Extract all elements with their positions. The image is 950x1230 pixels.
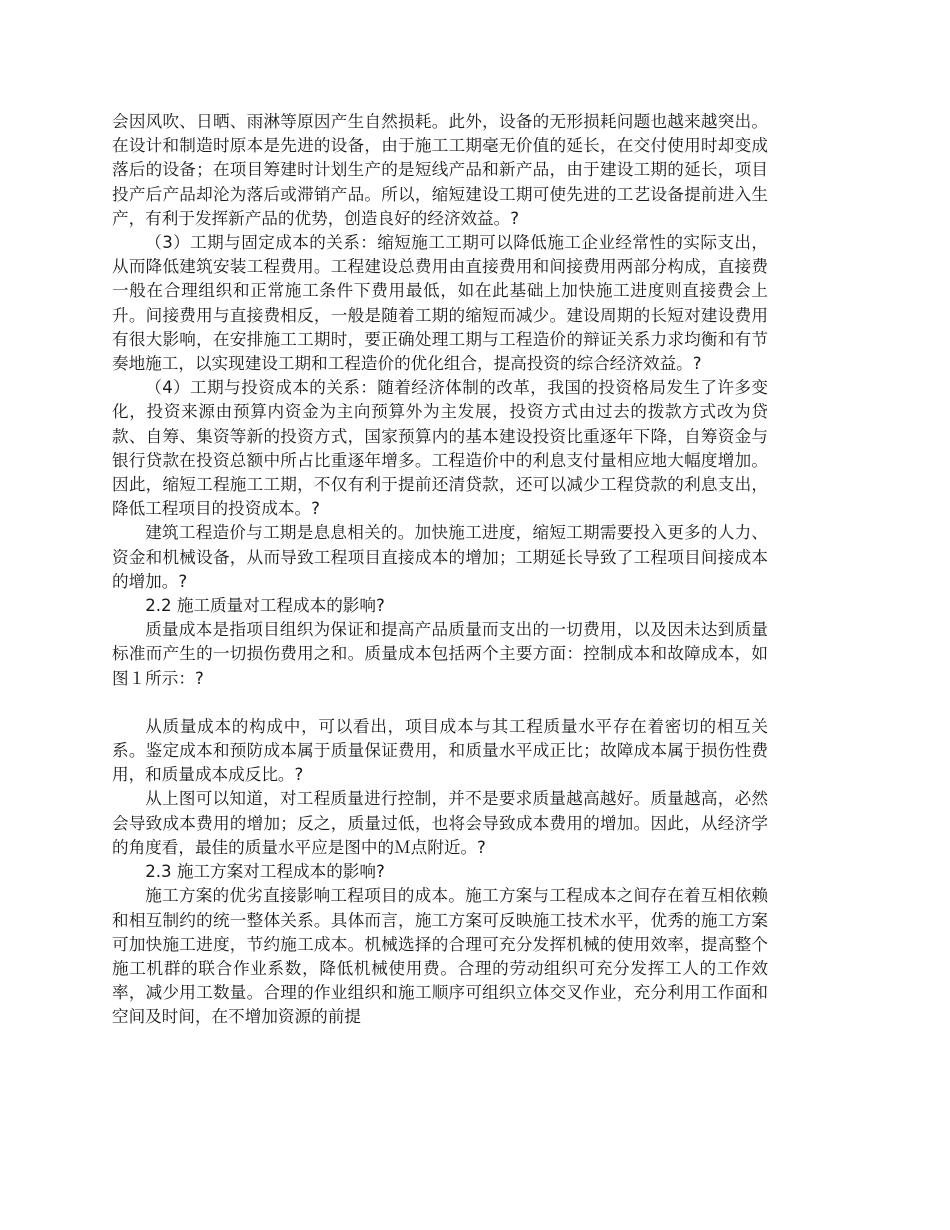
paragraph-investment-cost: （4）工期与投资成本的关系：随着经济体制的改革，我国的投资格局发生了许多变化，投资来源由预算内资金为主向预算外为主发展，投资方式由过去的拨款方式改为贷款、自筹、集资等新的投资方式，国家预算内的基本建设投资比重逐年下降，自筹资金与银行贷款在投资总额中所占比重逐年增多。工程造价中的利息支付量相应地大幅度增加。因此，缩短工程施工工期，不仅有利于提前还清贷款，还可以减少工程贷款的利息支出，降低工程项目的投资成本。? bbox=[112, 378, 768, 519]
section-heading-2-2: 2.2 施工质量对工程成本的影响? bbox=[145, 596, 385, 616]
paragraph-fixed-cost: （3）工期与固定成本的关系：缩短施工工期可以降低施工企业经常性的实际支出，从而降低建筑安装工程费用。工程建设总费用由直接费用和间接费用两部分构成，直接费一般在合理组织和正常施工条件下费用最低，如在此基础上加快施工进度则直接费会上升。间接费用与直接费相反，一般是随着工期的缩短而减少。建设周期的长短对建设费用有很大影响，在安排施工工期时，要正确处理工期与工程造价的辩证关系力求均衡和有节奏地施工，以实现建设工期和工程造价的优化组合，提高投资的综合经济效益。? bbox=[112, 233, 768, 374]
document-body bbox=[112, 110, 768, 1030]
paragraph-equipment-loss: 会因风吹、日晒、雨淋等原因产生自然损耗。此外，设备的无形损耗问题也越来越突出。在设计和制造时原本是先进的设备，由于施工工期毫无价值的延长，在交付使用时却变成落后的设备；在项目筹建时计划生产的是短线产品和新产品，由于建设工期的延长，项目投产后产品却沦为落后或滞销产品。所以，缩短建设工期可使先进的工艺设备提前进入生产，有利于发挥新产品的优势，创造良好的经济效益。? bbox=[112, 112, 768, 228]
paragraph-cost-duration-summary: 建筑工程造价与工期是息息相关的。加快施工进度，缩短工期需要投入更多的人力、资金和机械设备，从而导致工程项目直接成本的增加；工期延长导致了工程项目间接成本的增加。? bbox=[112, 523, 768, 591]
paragraph-quality-cost-definition: 质量成本是指项目组织为保证和提高产品质量而支出的一切费用，以及因未达到质量标准而产生的一切损伤费用之和。质量成本包括两个主要方面：控制成本和故障成本，如图１所示：? bbox=[112, 620, 768, 688]
paragraph-quality-cost-relation: 从质量成本的构成中，可以看出，项目成本与其工程质量水平存在着密切的相互关系。鉴定成本和预防成本属于质量保证费用，和质量水平成正比；故障成本属于损伤性费用，和质量成本成反比。? bbox=[112, 716, 768, 785]
figure-placeholder-gap bbox=[112, 691, 768, 715]
paragraph-optimal-quality: 从上图可以知道，对工程质量进行控制，并不是要求质量越高越好。质量越高，必然会导致成本费用的增加；反之，质量过低，也将会导致成本费用的增加。因此，从经济学的角度看，最佳的质量水平应是图中的Ｍ点附近。? bbox=[112, 789, 768, 857]
section-heading-2-3: 2.3 施工方案对工程成本的影响? bbox=[145, 862, 385, 882]
paragraph-construction-plan: 施工方案的优劣直接影响工程项目的成本。施工方案与工程成本之间存在着互相依赖和相互制约的统一整体关系。具体而言，施工方案可反映施工技术水平，优秀的施工方案可加快施工进度，节约施工成本。机械选择的合理可充分发挥机械的使用效率，提高整个施工机群的联合作业系数，降低机械使用费。合理的劳动组织可充分发挥工人的工作效率，减少用工数量。合理的作业组织和施工顺序可组织立体交叉作业，充分利用工作面和空间及时间，在不增加资源的前提 bbox=[112, 886, 768, 1027]
